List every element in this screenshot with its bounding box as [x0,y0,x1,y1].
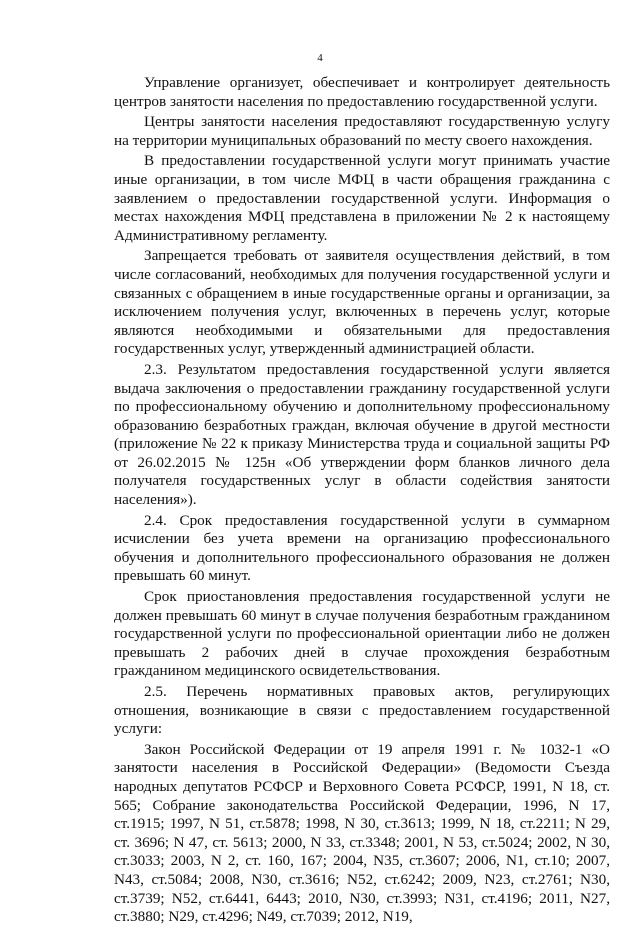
paragraph-section-2-3: 2.3. Результатом предоставления государственной услуги является выдача заключения о предоставлении гражданину государственной услуги по профессиональному обучению и дополнительному профессиональному образованию безработных граждан, включая обучение в другой местности (приложение № 22 к приказу Министерства труда и социальной защиты РФ от 26.02.2015 № 125н «Об утверждении форм бланков личного дела получателя государственных услуг в области содействия занятости населения»). [114,360,610,509]
paragraph-suspension-term: Срок приостановления предоставления государственной услуги не должен превышать 60 минут в случае получения безработным гражданином государственной услуги по профессиональной ориентации либо не должен превышать 2 рабочих дней в случае прохождения безработным гражданином медицинского освидетельствования. [114,588,610,680]
paragraph-employment-centers: Центры занятости населения предоставляют государственную услугу на территории муниципальных образований по месту своего нахождения. [114,113,610,149]
document-body [114,74,610,929]
page-number: 4 [317,52,323,64]
paragraph-section-2-4: 2.4. Срок предоставления государственной услуги в суммарном исчислении без учета времени на организацию профессионального обучения и дополнительного профессионального образования не должен превышать 60 минут. [114,511,610,585]
paragraph-section-2-5: 2.5. Перечень нормативных правовых актов, регулирующих отношения, возникающие в связи с предоставлением государственной услуги: [114,683,610,738]
paragraph-prohibition: Запрещается требовать от заявителя осуществления действий, в том числе согласований, необходимых для получения государственной услуги и связанных с обращением в иные государственные органы и организации, за исключением получения услуг, включенных в перечень услуг, которые являются необходимыми и обязательными для предоставления государственных услуг, утвержденный администрацией области. [114,247,610,358]
paragraph-employment-law: Закон Российской Федерации от 19 апреля 1991 г. № 1032-1 «О занятости населения в Российской Федерации» (Ведомости Съезда народных депутатов РСФСР и Верховного Совета РСФСР, 1991, N 18, ст. 565; Собрание законодательства Российской Федерации, 1996, N 17, ст.1915; 1997, N 51, ст.5878; 1998, N 30, ст.3613; 1999, N 18, ст.2211; N 29, ст. 3696; N 47, ст. 5613; 2000, N 33, ст.3348; 2001, N 53, ст.5024; 2002, N 30, ст.3033; 2003, N 2, ст. 160, 167; 2004, N35, ст.3607; 2006, N1, ст.10; 2007, N43, ст.5084; 2008, N30, ст.3616; N52, ст.6242; 2009, N23, ст.2761; N30, ст.3739; N52, ст.6441, 6443; 2010, N30, ст.3993; N31, ст.4196; 2011, N27, ст.3880; N29, ст.4296; N49, ст.7039; 2012, N19, [114,740,610,926]
paragraph-management-control: Управление организует, обеспечивает и контролирует деятельность центров занятости населения по предоставлению государственной услуги. [114,74,610,110]
paragraph-mfc-participation: В предоставлении государственной услуги могут принимать участие иные организации, в том числе МФЦ в части обращения гражданина с заявлением о предоставлении государственной услуги. Информация о местах нахождения МФЦ представлена в приложении № 2 к настоящему Административному регламенту. [114,152,610,244]
